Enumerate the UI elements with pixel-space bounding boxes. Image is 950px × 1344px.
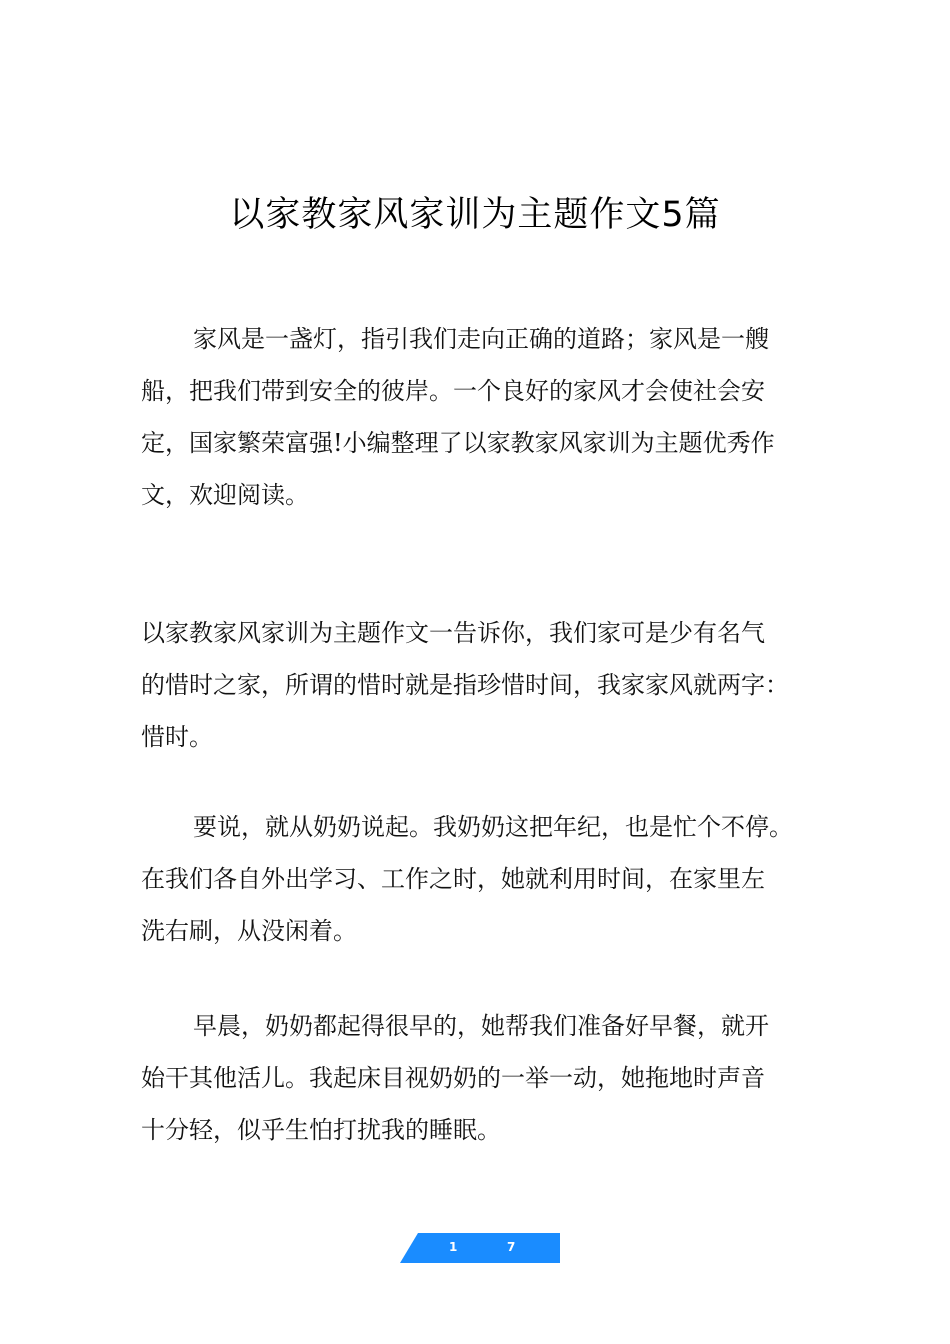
paragraph-line: 十分轻，似乎生怕打扰我的睡眠。: [141, 1116, 501, 1144]
paragraph-intro: [141, 313, 831, 521]
paragraph-line: 家风是一盏灯，指引我们走向正确的道路；家风是一艘: [193, 325, 769, 353]
paragraph-line: 船，把我们带到安全的彼岸。一个良好的家风才会使社会安: [141, 377, 765, 405]
paragraph-line: 以家教家风家训为主题作文一告诉你，我们家可是少有名气: [141, 619, 765, 647]
page-number-badge: [400, 1233, 560, 1263]
page-total-number: 7: [507, 1240, 516, 1254]
paragraph-essay-one-opening: [141, 607, 831, 763]
page-current-number: 1: [449, 1240, 458, 1254]
paragraph-line: 始干其他活儿。我起床目视奶奶的一举一动，她拖地时声音: [141, 1064, 765, 1092]
paragraph-line: 在我们各自外出学习、工作之时，她就利用时间，在家里左: [141, 865, 765, 893]
paragraph-line: 要说，就从奶奶说起。我奶奶这把年纪，也是忙个不停。: [193, 813, 793, 841]
paragraph-line: 洗右刷，从没闲着。: [141, 917, 357, 945]
page-badge-shape: [400, 1233, 560, 1263]
paragraph-line: 定，国家繁荣富强!小编整理了以家教家风家训为主题优秀作: [141, 429, 775, 457]
paragraph-line: 的惜时之家，所谓的惜时就是指珍惜时间，我家家风就两字：: [141, 671, 789, 699]
paragraph-line: 文，欢迎阅读。: [141, 481, 309, 509]
paragraph-morning: [141, 1000, 831, 1156]
paragraph-grandma: [141, 801, 831, 957]
paragraph-line: 惜时。: [141, 723, 213, 751]
page-title: 以家教家风家训为主题作文5篇: [229, 195, 721, 235]
paragraph-line: 早晨，奶奶都起得很早的，她帮我们准备好早餐，就开: [193, 1012, 769, 1040]
